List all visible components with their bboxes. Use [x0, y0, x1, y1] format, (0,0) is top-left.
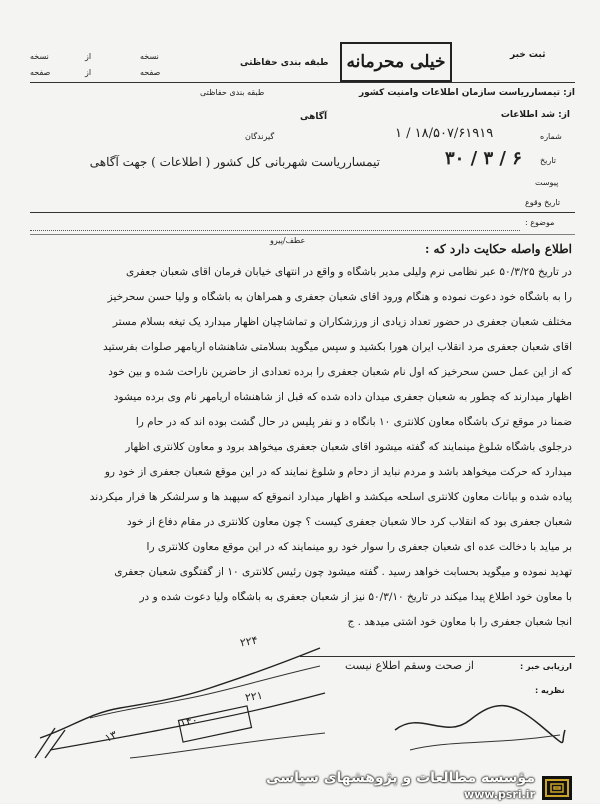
subject-rule-top [30, 212, 575, 213]
subject-dotline [30, 230, 520, 231]
event-date-label: تاریخ وقوع [525, 198, 561, 207]
institute-logo [542, 776, 572, 800]
date-value: ۶ / ۳ / ۳۰ [445, 148, 522, 169]
number-label: شماره [540, 132, 562, 141]
record-label: ثبت خبر [510, 50, 546, 60]
handwriting-note-1: ۲۲۴ [239, 633, 259, 650]
evaluation-value: از صحت وسقم اطلاع نیست [345, 659, 474, 672]
reference-label: عطف/پیرو [270, 236, 306, 245]
subject-label: موضوع : [525, 218, 555, 227]
header-rule [30, 82, 575, 83]
signature-scribble [390, 690, 570, 760]
date-label: تاریخ [540, 156, 556, 165]
body-line: که از این عمل حسن سحرخیز که اول نام شعبان جعفری را برده تعدادی از حاضرین ناراحت شده و بین خود [108, 366, 572, 378]
body-line: مختلف شعبان جعفری در حضور تعداد زیادی از ورزشکاران و تماشاچیان اظهار میدارد یک تیغه بسلام مستر [112, 316, 572, 328]
about-label: از: شد اطلاعات [500, 110, 570, 120]
handwritten-notes-scribble [30, 618, 330, 763]
institute-name: مؤسسه مطالعات و پژوهشهای سیاسی [266, 770, 535, 786]
classification-label-2: طبقه بندی حفاظتی [200, 88, 265, 97]
institute-url[interactable]: www.psri.ir [464, 788, 535, 801]
body-line: بر میآید با دخالت عده ای شعبان جعفری را سوار خود رو مینمایند که در این موقع معاون کلانتری را [146, 541, 572, 553]
body-line: پیاده شده و بیانات معاون کلانتری اسلحه میکشد و اظهار میدارد آنموقع که سپهبد ها و سرلشکر ها فرار میکردند [89, 491, 572, 503]
body-line: میدارد که حرکت میخواهد باشد و مردم نباید از دحام و شلوغ نمایند که در این موقع شعبان جعفری از خود رو [104, 466, 572, 478]
opinion-label: نظریه : [535, 686, 565, 695]
page-label-2: صفحه [30, 68, 51, 77]
body-line: انجا شعبان جعفری را با معاون خود آشتی میدهد . ج [347, 616, 572, 628]
body-line: با معاون خود اطلاع پیدا میکند در تاریخ ۵۰/۳/۱۰ نیز از شعبان جعفری به باشگاه ولیا دعوت شده و در [139, 591, 572, 603]
attachment-label: پیوست [535, 178, 559, 187]
from-label-2: از [85, 68, 92, 77]
body-line: شعبان جعفری بود که انقلاب کرد حالا شعبان جعفری کیست ؟ چون معاون کلانتری در مقام دفاع از خود [126, 516, 572, 528]
from-org: از: تیمساررياست سازمان اطلاعات وامنيت كشور [358, 88, 575, 98]
agahi-label: آگاهی [300, 112, 328, 122]
from-label-1: از [85, 52, 92, 61]
handwriting-note-3: ۱۳ [102, 728, 120, 745]
number-value: ۱۸/۵۰۷/۶۱۹۱۹ / ۱ [395, 126, 494, 141]
page-label: صفحه [140, 68, 161, 77]
copy-label-2: نسخه [30, 52, 49, 61]
body-line: را به باشگاه خود دعوت نموده و هنگام ورود آقای شعبان جعفری و همراهان به باشگاه و ولیا حسن سحرخیز [107, 291, 572, 303]
handwriting-note-2: ۲۲۱ [244, 688, 264, 705]
body-line: درجلوی باشگاه شلوغ مینمایند که گفته میشود آقای شعبان جعفری میخواهد برود و معاون کلانتری اظهار [125, 441, 572, 453]
classification-label: طبقه بندی حفاظتی [240, 58, 329, 68]
body-line: تهدید نموده و میگوید بحسابت خواهد رسید . گفته میشود چون رئیس کلانتری ۱۰ از گفتگوی شعبان جعفری [114, 566, 572, 578]
body-opening: اطلاع واصله حکایت دارد که : [424, 242, 572, 256]
body-line: آقای شعبان جعفری مرد انقلاب ایران هورا بکشید و سپس میگوید بسلامتی شاهنشاه آریامهر صلوات بفرستید [102, 341, 572, 353]
copy-label-1: نسخه [140, 52, 159, 61]
recipient-value: تیمساررياست شهربانی کل کشور ( اطلاعات ) جهت آگاهی [89, 155, 380, 169]
classification-stamp: خیلی محرمانه [340, 42, 452, 82]
subject-rule-bottom [30, 234, 575, 235]
body-line: اظهار میدارند که چطور به شعبان جعفری میدان داده شده که قبل از شاهنشاه آریامهر نام وی برده میشود [113, 391, 572, 403]
recipient-label: گیرندگان [245, 132, 275, 141]
evaluation-label: ارزیابی خبر : [520, 662, 572, 671]
handwriting-note-4: ۱۴۰ [178, 713, 199, 730]
body-line: ضمناً در موقع ترک باشگاه معاون کلانتری ۱۰ بانگاه د و نفر پلیس در حال گشت بوده اند که در حام را [135, 416, 572, 428]
evaluation-rule [300, 656, 575, 657]
body-line: در تاریخ ۵۰/۳/۲۵ عبر نظامی نرم ولیلی مدیر باشگاه و واقع در انتهای خیابان فرمان آقای شعبان جعفری [125, 266, 572, 278]
